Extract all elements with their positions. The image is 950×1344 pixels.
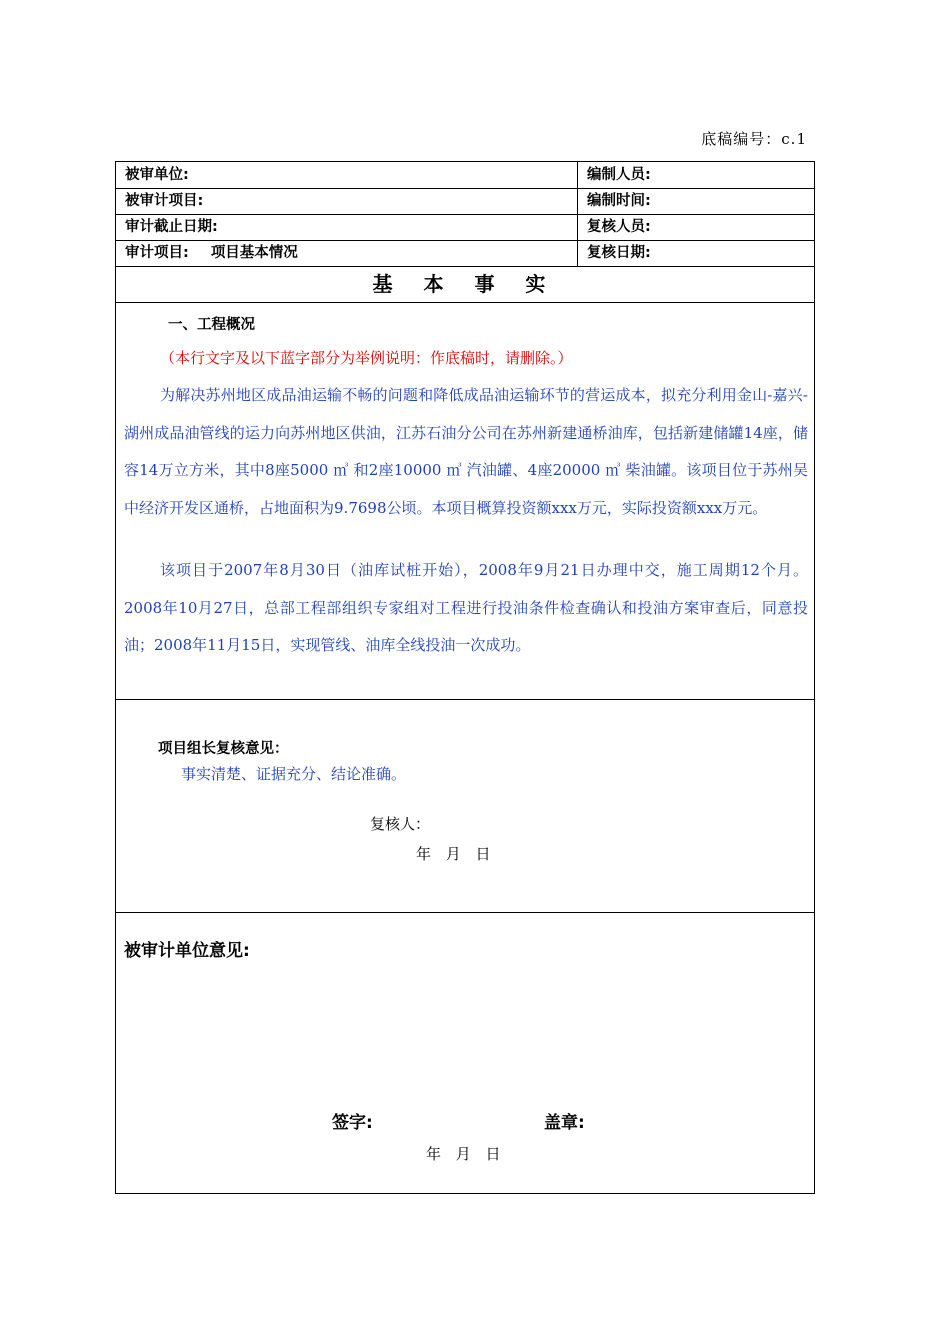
facts-section: [116, 303, 814, 700]
auditee-opinion-title: 被审计单位意见:: [124, 941, 250, 961]
audited-project-label: 被审计项目:: [116, 188, 578, 214]
prepare-time-label: 编制时间:: [587, 193, 651, 209]
facts-paragraph-2: 该项目于2007年8月30日（油库试桩开始），2008年9月21日办理中交，施工周期12个月。2008年10月27日，总部工程部组织专家组对工程进行投油条件检查确认和投油方案审查后，同意投油；2008年11月15日，实现管线、油库全线投油一次成功。: [124, 561, 808, 654]
header-row-audited-project: [116, 188, 814, 215]
auditee-opinion-section: [116, 913, 814, 1193]
review-title: 项目组长复核意见：: [158, 741, 289, 757]
signature-label: 签字:: [332, 1113, 373, 1133]
header-row-cutoff-date: [116, 214, 814, 241]
reviewer-signature-label: 复核人：: [370, 815, 431, 833]
review-opinion: 事实清楚、证据充分、结论准确。: [181, 765, 407, 783]
header-row-auditee-unit: [116, 162, 814, 189]
audited-unit-label: 被审单位:: [116, 162, 578, 188]
section-title: 基 本 事 实: [116, 266, 814, 303]
auditee-date-line: 年 月 日: [426, 1145, 501, 1163]
instruction-note: （本行文字及以下蓝字部分为举例说明：作底稿时，请删除。）: [160, 349, 573, 367]
audit-item-value: 项目基本情况: [210, 245, 298, 261]
facts-heading: 一、工程概况: [168, 317, 255, 333]
audit-item-label: 审计项目:: [125, 245, 189, 261]
facts-paragraph-1: 为解决苏州地区成品油运输不畅的问题和降低成品油运输环节的营运成本，拟充分利用金山-嘉兴-湖州成品油管线的运力向苏州地区供油，江苏石油分公司在苏州新建通桥油库，包括新建储罐14座，储容14万立方米，其中8座5000 ㎥ 和2座10000 ㎥ 汽油罐、4座20000 ㎥ 柴油罐。该项目位于苏州吴中经济开发区通桥，占地面积为9.7698公顷。本项目概算投资额xxx万元，实际投资额xxx万元。: [124, 386, 808, 517]
audit-item-cell: [116, 240, 578, 266]
review-section: [116, 700, 814, 913]
document-number: 底稿编号：c.1: [701, 130, 807, 148]
seal-label: 盖章:: [544, 1113, 585, 1133]
header-row-audit-item: [116, 240, 814, 267]
review-date-label: 复核日期:: [587, 245, 651, 261]
audit-worksheet: [115, 161, 815, 1194]
reviewer-label: 复核人员:: [587, 219, 651, 235]
review-date-line: 年 月 日: [416, 845, 491, 863]
cutoff-date-label: 审计截止日期:: [116, 214, 578, 240]
preparer-label: 编制人员:: [587, 167, 651, 183]
